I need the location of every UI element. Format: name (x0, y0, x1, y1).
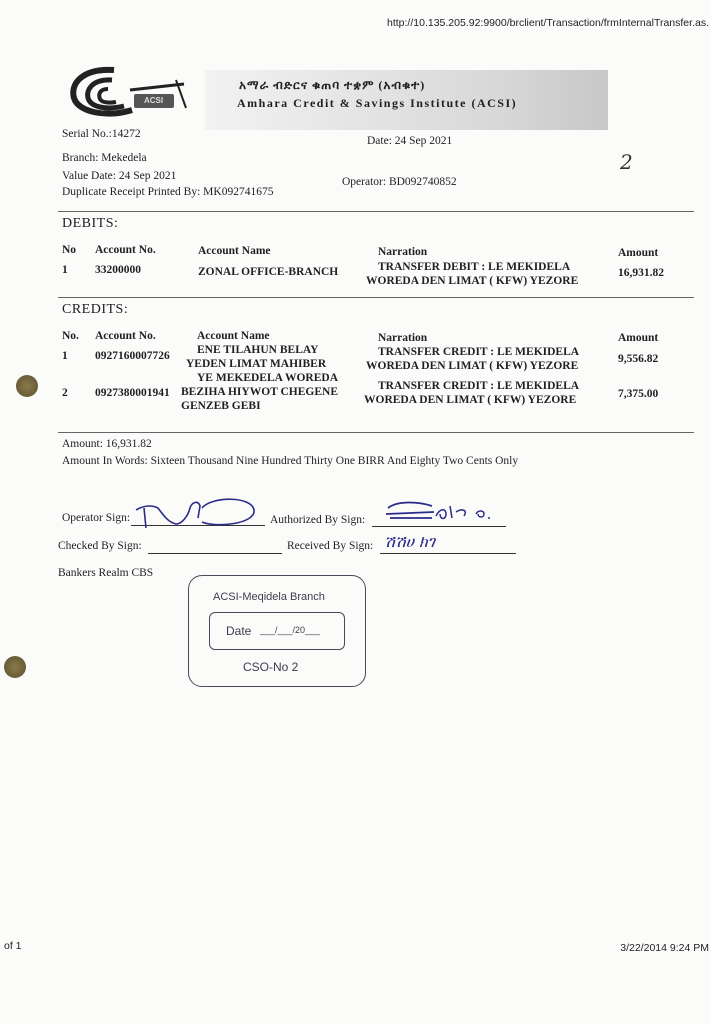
print-timestamp: 3/22/2014 9:24 PM (620, 942, 709, 954)
stamp-cso: CSO-No 2 (243, 660, 299, 674)
debit-amount: 16,931.82 (618, 267, 664, 279)
debits-title: DEBITS: (62, 216, 119, 231)
logo (62, 64, 192, 120)
authorized-signature (380, 496, 500, 531)
debit-header-narration: Narration (378, 246, 428, 258)
debit-header-account: Account No. (95, 244, 156, 256)
credit-name-1: ENE TILAHUN BELAY (197, 344, 319, 356)
credit-amount: 7,375.00 (618, 388, 659, 400)
divider (58, 211, 694, 212)
total-amount: Amount: 16,931.82 (62, 438, 152, 450)
credit-name-2: YEDEN LIMAT MAHIBER (186, 358, 327, 370)
stamp-date-box (209, 612, 345, 650)
stamp-date-label: Date (226, 624, 252, 638)
debit-header-name: Account Name (198, 245, 271, 257)
credit-narration-2: WOREDA DEN LIMAT ( KFW) YEZORE (366, 360, 579, 372)
credit-header-amount: Amount (618, 332, 659, 344)
received-signature: ሽሽሀ ክገ (384, 532, 435, 551)
punch-hole (4, 656, 26, 678)
logo-text: ACSI (144, 96, 164, 105)
credit-narration-1: TRANSFER CREDIT : LE MEKIDELA (378, 380, 580, 392)
operator-sign-label: Operator Sign: (62, 512, 131, 524)
credits-title: CREDITS: (62, 302, 129, 317)
credit-header-narration: Narration (378, 332, 428, 344)
debit-header-no: No (62, 244, 77, 256)
credit-header-account: Account No. (95, 330, 156, 342)
serial-number: Serial No.:14272 (62, 128, 141, 140)
operator: Operator: BD092740852 (342, 176, 457, 188)
credit-account: 0927160007726 (95, 350, 170, 362)
debit-name: ZONAL OFFICE-BRANCH (198, 266, 339, 278)
system-name: Bankers Realm CBS (58, 567, 154, 579)
duplicate-printed-by: Duplicate Receipt Printed By: MK092741675 (62, 186, 274, 198)
checked-sign-line (148, 553, 282, 554)
divider (58, 432, 694, 433)
credit-account: 0927380001941 (95, 387, 170, 399)
punch-hole (16, 375, 38, 397)
credit-name-1: YE MEKEDELA WOREDA (197, 372, 339, 384)
page-count: of 1 (4, 940, 22, 952)
page-mark: 2 (620, 150, 633, 174)
debit-narration-2: WOREDA DEN LIMAT ( KFW) YEZORE (366, 275, 579, 287)
received-sign-label: Received By Sign: (287, 540, 374, 552)
debit-account: 33200000 (95, 264, 141, 276)
print-url: http://10.135.205.92:9900/brclient/Transaction/frmInternalTransfer.as. (387, 17, 709, 29)
branch-stamp (188, 575, 366, 687)
credit-amount: 9,556.82 (618, 353, 659, 365)
receipt-date: Date: 24 Sep 2021 (367, 135, 453, 147)
branch: Branch: Mekedela (62, 152, 147, 164)
authorized-sign-label: Authorized By Sign: (270, 514, 366, 526)
debit-narration-1: TRANSFER DEBIT : LE MEKIDELA (378, 261, 571, 273)
stamp-branch: ACSI-Meqidela Branch (213, 591, 325, 603)
operator-signature (132, 494, 267, 535)
credit-no: 1 (62, 350, 68, 362)
received-sign-line (380, 553, 516, 554)
credit-header-name: Account Name (197, 330, 270, 342)
credit-narration-2: WOREDA DEN LIMAT ( KFW) YEZORE (364, 394, 577, 406)
org-name: Amhara Credit & Savings Institute (ACSI) (237, 96, 518, 110)
value-date: Value Date: 24 Sep 2021 (62, 170, 177, 182)
debit-no: 1 (62, 264, 68, 276)
debit-header-amount: Amount (618, 247, 659, 259)
divider (58, 297, 694, 298)
stamp-date-value: ___/___/20___ (260, 625, 321, 635)
logo-graphic (62, 64, 192, 120)
credit-name-3: GENZEB GEBI (181, 400, 261, 412)
credit-narration-1: TRANSFER CREDIT : LE MEKIDELA (378, 346, 580, 358)
org-name-amharic: አማራ ብድርና ቁጠባ ተቋም (አብቁተ) (239, 78, 426, 92)
header-banner (205, 70, 608, 130)
credit-name-2: BEZIHA HIYWOT CHEGENE (181, 386, 338, 398)
amount-in-words: Amount In Words: Sixteen Thousand Nine Hundred Thirty One BIRR And Eighty Two Cents Only (62, 455, 519, 467)
credit-header-no: No. (62, 330, 79, 342)
checked-sign-label: Checked By Sign: (58, 540, 142, 552)
credit-no: 2 (62, 387, 68, 399)
